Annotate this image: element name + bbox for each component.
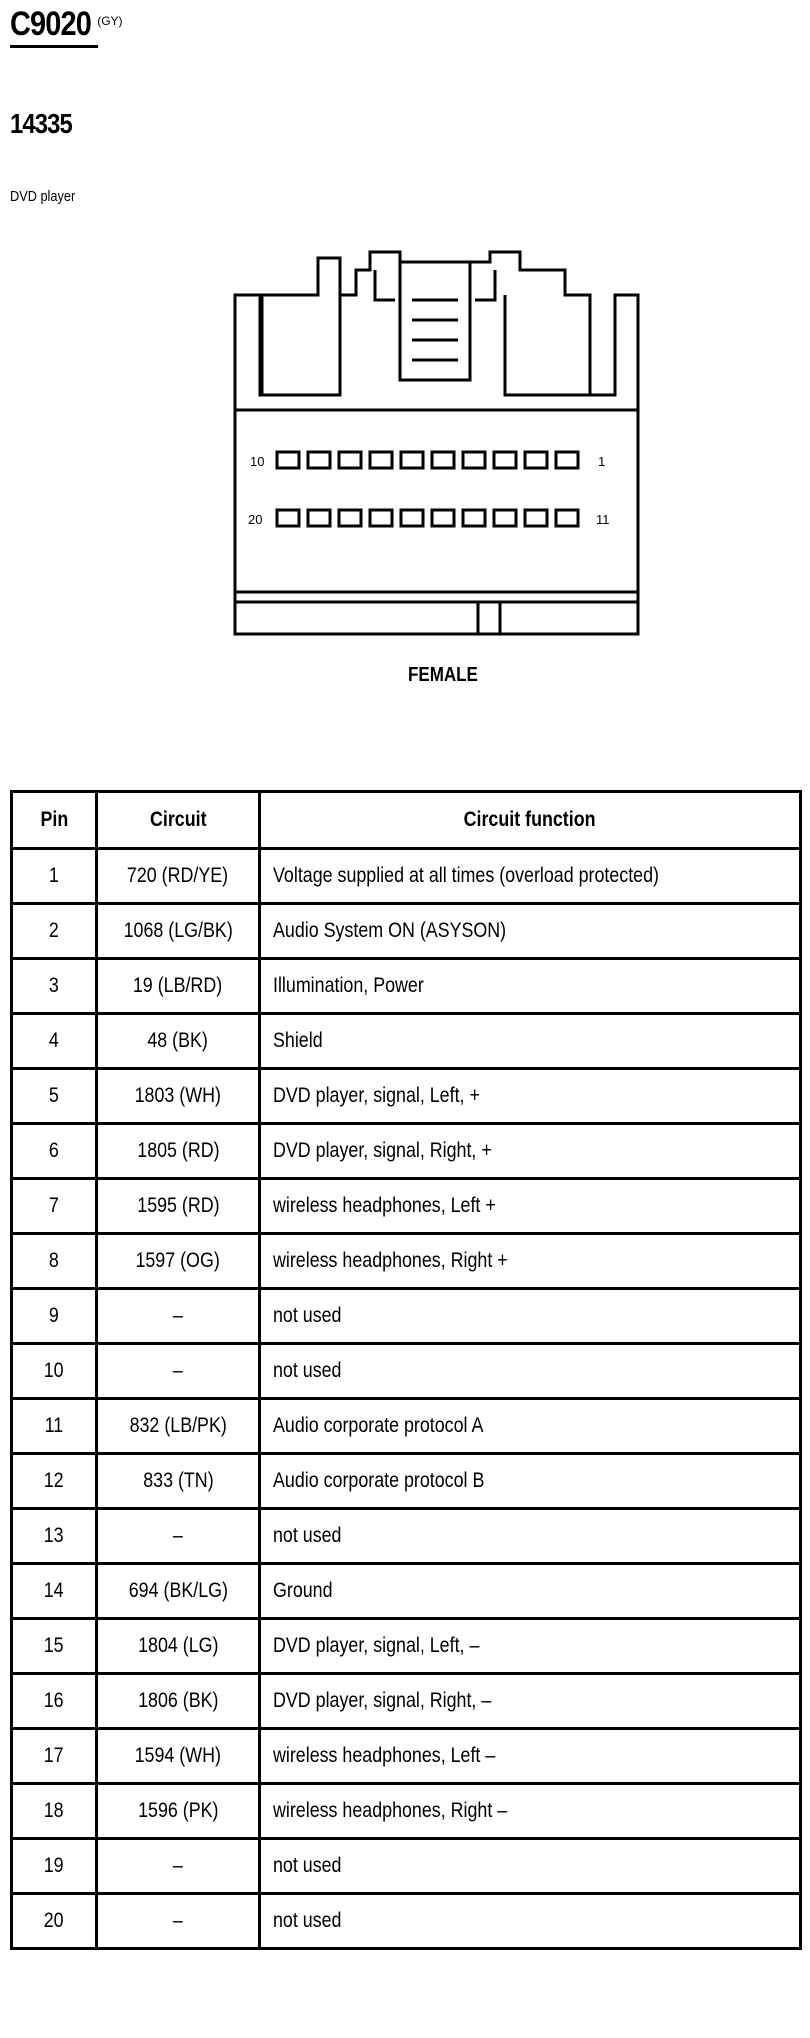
circuit-cell: 1804 (LG) — [97, 1619, 260, 1674]
pin-cell: 15 — [12, 1619, 97, 1674]
pin-cell: 9 — [12, 1289, 97, 1344]
table-row — [12, 1069, 801, 1124]
function-cell: DVD player, signal, Right, + — [260, 1124, 801, 1179]
connector-housing — [235, 252, 638, 634]
table-row — [12, 1344, 801, 1399]
pin-cell: 10 — [12, 1344, 97, 1399]
circuit-cell: 720 (RD/YE) — [97, 849, 260, 904]
table-row — [12, 1454, 801, 1509]
pin-cell: 3 — [12, 959, 97, 1014]
function-cell: DVD player, signal, Left, – — [260, 1619, 801, 1674]
function-cell: not used — [260, 1839, 801, 1894]
function-cell: not used — [260, 1894, 801, 1949]
table-row — [12, 1619, 801, 1674]
pin-cell: 5 — [12, 1069, 97, 1124]
table-header-row — [12, 792, 801, 849]
table-row — [12, 1179, 801, 1234]
pin-cell: 8 — [12, 1234, 97, 1289]
function-cell: Audio corporate protocol B — [260, 1454, 801, 1509]
table-row — [12, 959, 801, 1014]
circuit-cell: 1594 (WH) — [97, 1729, 260, 1784]
pin-cell: 12 — [12, 1454, 97, 1509]
table-row — [12, 1784, 801, 1839]
circuit-cell: 1597 (OG) — [97, 1234, 260, 1289]
pin-cell: 1 — [12, 849, 97, 904]
circuit-cell: 833 (TN) — [97, 1454, 260, 1509]
function-cell: not used — [260, 1509, 801, 1564]
header-function: Circuit function — [260, 792, 801, 849]
circuit-cell: 1803 (WH) — [97, 1069, 260, 1124]
left-latch-wall — [262, 295, 340, 395]
function-cell: wireless headphones, Right + — [260, 1234, 801, 1289]
function-cell: Ground — [260, 1564, 801, 1619]
table-row — [12, 1014, 801, 1069]
table-row — [12, 1289, 801, 1344]
pin-cell: 14 — [12, 1564, 97, 1619]
pin-cell: 7 — [12, 1179, 97, 1234]
table-row — [12, 1509, 801, 1564]
function-cell: wireless headphones, Left + — [260, 1179, 801, 1234]
part-number: 14335 — [10, 108, 72, 139]
header-pin: Pin — [12, 792, 97, 849]
pin-row-bottom — [277, 510, 578, 526]
header-circuit: Circuit — [97, 792, 260, 849]
circuit-cell: 1068 (LG/BK) — [97, 904, 260, 959]
function-cell: DVD player, signal, Right, – — [260, 1674, 801, 1729]
pin-row-top — [277, 452, 578, 468]
circuit-cell: 1596 (PK) — [97, 1784, 260, 1839]
circuit-cell: 1805 (RD) — [97, 1124, 260, 1179]
table-row — [12, 1124, 801, 1179]
pin-cell: 20 — [12, 1894, 97, 1949]
table-row — [12, 1894, 801, 1949]
function-cell: Voltage supplied at all times (overload protected) — [260, 849, 801, 904]
circuit-cell: 1595 (RD) — [97, 1179, 260, 1234]
connector-description: DVD player — [10, 188, 76, 205]
function-cell: not used — [260, 1289, 801, 1344]
function-cell: wireless headphones, Right – — [260, 1784, 801, 1839]
pin-cell: 4 — [12, 1014, 97, 1069]
circuit-cell: 48 (BK) — [97, 1014, 260, 1069]
circuit-cell: 694 (BK/LG) — [97, 1564, 260, 1619]
pin-cell: 2 — [12, 904, 97, 959]
function-cell: DVD player, signal, Left, + — [260, 1069, 801, 1124]
table-row — [12, 1234, 801, 1289]
circuit-cell: 1806 (BK) — [97, 1674, 260, 1729]
circuit-cell: – — [97, 1344, 260, 1399]
pin-label-20: 20 — [248, 512, 263, 527]
function-cell: Illumination, Power — [260, 959, 801, 1014]
connector-gender-label: FEMALE — [408, 664, 478, 686]
function-cell: wireless headphones, Left – — [260, 1729, 801, 1784]
function-cell: not used — [260, 1344, 801, 1399]
pin-label-11: 11 — [596, 512, 610, 527]
connector-id: C9020 — [10, 5, 91, 43]
pin-cell: 6 — [12, 1124, 97, 1179]
pin-label-10: 10 — [250, 454, 265, 469]
table-row — [12, 1399, 801, 1454]
circuit-cell: 19 (LB/RD) — [97, 959, 260, 1014]
table-row — [12, 1839, 801, 1894]
circuit-cell: – — [97, 1839, 260, 1894]
table-row — [12, 904, 801, 959]
right-latch-wall — [505, 295, 590, 395]
connector-color-code: (GY) — [97, 14, 123, 28]
connector-face-diagram — [0, 0, 810, 720]
pin-cell: 16 — [12, 1674, 97, 1729]
pin-cell: 11 — [12, 1399, 97, 1454]
pin-cell: 19 — [12, 1839, 97, 1894]
table-row — [12, 1674, 801, 1729]
circuit-cell: 832 (LB/PK) — [97, 1399, 260, 1454]
keyway-notch — [478, 602, 500, 634]
circuit-cell: – — [97, 1509, 260, 1564]
circuit-cell: – — [97, 1894, 260, 1949]
function-cell: Audio System ON (ASYSON) — [260, 904, 801, 959]
pin-cell: 18 — [12, 1784, 97, 1839]
function-cell: Shield — [260, 1014, 801, 1069]
pin-cell: 13 — [12, 1509, 97, 1564]
pin-label-1: 1 — [598, 454, 606, 469]
pinout-table-body — [12, 849, 801, 1949]
table-row — [12, 849, 801, 904]
function-cell: Audio corporate protocol A — [260, 1399, 801, 1454]
table-row — [12, 1564, 801, 1619]
pin-cell: 17 — [12, 1729, 97, 1784]
pinout-table — [10, 790, 802, 1950]
table-row — [12, 1729, 801, 1784]
circuit-cell: – — [97, 1289, 260, 1344]
